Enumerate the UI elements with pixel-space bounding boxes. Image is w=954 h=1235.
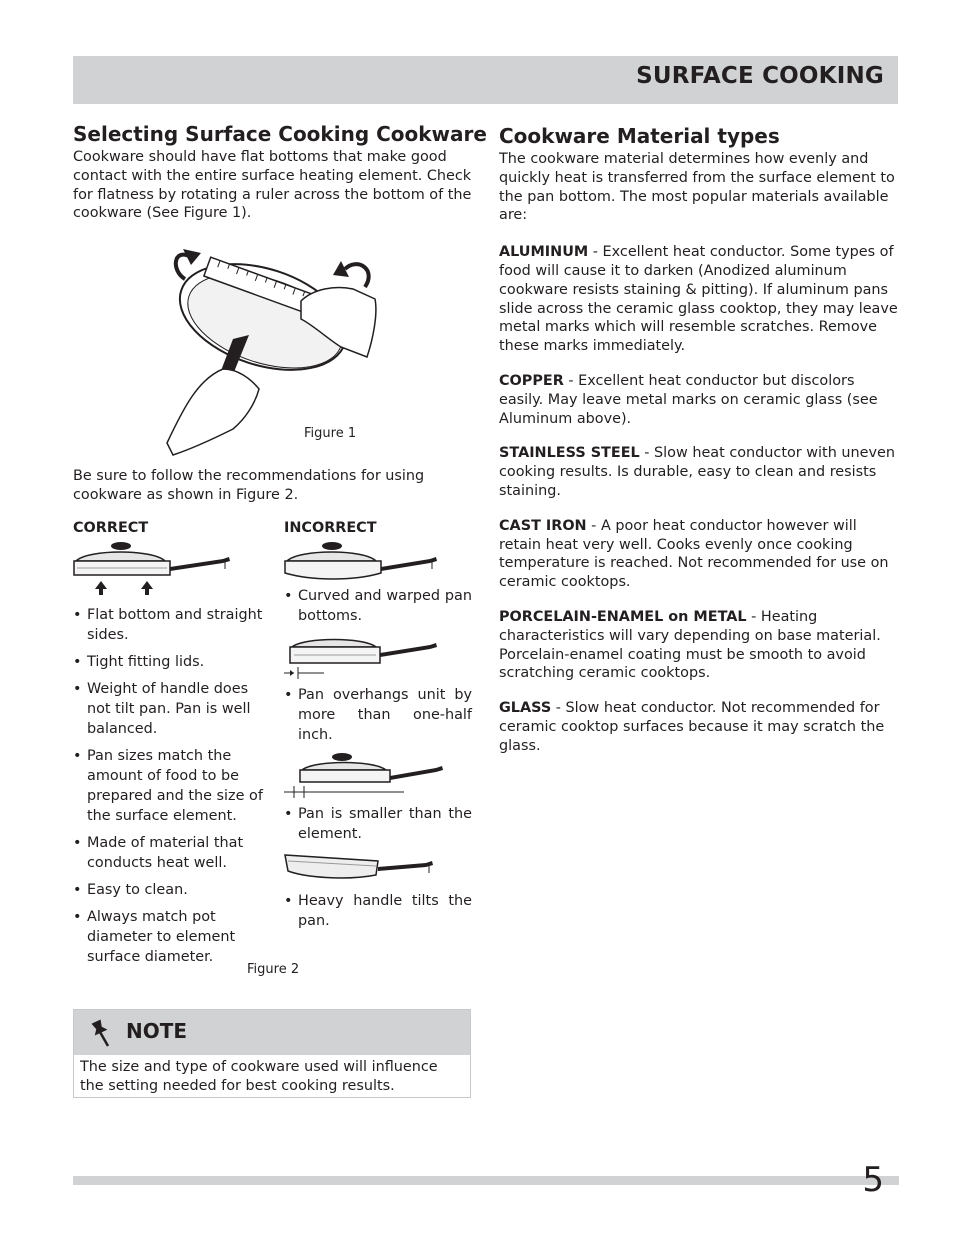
- list-item: • Made of material that conducts heat well.: [73, 833, 263, 873]
- correct-pan-illustration: [73, 537, 243, 599]
- material-desc: - Slow heat conductor with uneven cooking results. Is durable, easy to clean and resists staining.: [499, 445, 895, 499]
- incorrect-list-1: [284, 586, 472, 626]
- list-item: • Pan is smaller than the element.: [284, 804, 472, 844]
- material-desc: - Heating characteristics will vary depending on base material. Porcelain-enamel coating must be smooth to avoid scratching ceramic cooktops.: [499, 608, 881, 682]
- material-cast-iron: [499, 517, 899, 592]
- material-name: COPPER: [499, 372, 564, 389]
- list-item: • Tight fitting lids.: [73, 652, 263, 672]
- incorrect-list-4: [284, 891, 472, 931]
- section-heading-material-types: Cookware Material types: [499, 124, 780, 148]
- follow-recommendations-text: Be sure to follow the recommendations for using cookware as shown in Figure 2.: [73, 468, 425, 503]
- material-porcelain-enamel: [499, 608, 899, 683]
- material-copper: [499, 372, 899, 428]
- section-heading-selecting-cookware: Selecting Surface Cooking Cookware: [73, 122, 487, 146]
- material-desc: - Excellent heat conductor. Some types of food will cause it to darken (Anodized aluminum cookware resists staining & pitting). If aluminum pans slide across the ceramic glass cooktop, they may leave metal marks which will resemble scratches. Remove these marks immediately.: [499, 244, 898, 355]
- header-bar: [73, 56, 898, 104]
- figure-1-caption: Figure 1: [304, 426, 357, 442]
- left-column: [73, 120, 487, 999]
- figure-1: [73, 229, 473, 469]
- right-column: [499, 122, 899, 756]
- tilted-pan-illustration: [284, 851, 454, 885]
- page-title: SURFACE COOKING: [636, 63, 884, 89]
- material-name: CAST IRON: [499, 517, 587, 534]
- note-text: The size and type of cookware used will influence the setting needed for best cooking results.: [80, 1059, 438, 1094]
- note-title: NOTE: [126, 1019, 188, 1043]
- list-item: • Flat bottom and straight sides.: [73, 605, 263, 645]
- overhang-pan-illustration: [284, 633, 454, 683]
- list-item: • Always match pot diameter to element surface diameter.: [73, 907, 263, 967]
- material-aluminum: [499, 243, 899, 356]
- list-item: • Pan sizes match the amount of food to be prepared and the size of the surface element.: [73, 746, 263, 826]
- correct-heading: CORRECT: [73, 519, 149, 536]
- correct-column: [73, 519, 263, 974]
- page-number: 5: [862, 1160, 884, 1200]
- small-pan-illustration: [284, 752, 454, 802]
- list-item: • Easy to clean.: [73, 880, 263, 900]
- material-glass: [499, 699, 899, 755]
- ruler-flatness-illustration: [73, 229, 473, 469]
- note-header: [74, 1010, 470, 1055]
- material-name: STAINLESS STEEL: [499, 445, 640, 462]
- material-desc: - Excellent heat conductor but discolors easily. May leave metal marks on ceramic glass (see Aluminum above).: [499, 372, 878, 427]
- correct-list: [73, 605, 263, 967]
- figure-2-caption: Figure 2: [247, 961, 300, 977]
- material-stainless-steel: [499, 444, 899, 500]
- note-box: [73, 1009, 471, 1098]
- warped-pan-illustration: [284, 537, 454, 583]
- list-item: • Curved and warped pan bottoms.: [284, 586, 472, 626]
- selecting-intro: Cookware should have flat bottoms that make good contact with the entire surface heating element. Check for flatness by rotating a ruler across the bottom of the cookware (See Figure 1).: [73, 149, 472, 222]
- incorrect-list-3: [284, 804, 472, 844]
- material-name: GLASS: [499, 700, 552, 717]
- list-item: • Heavy handle tilts the pan.: [284, 891, 472, 931]
- material-name: PORCELAIN-ENAMEL on METAL: [499, 608, 747, 625]
- material-name: ALUMINUM: [499, 244, 589, 261]
- figure-2: [73, 519, 473, 999]
- material-intro: The cookware material determines how evenly and quickly heat is transferred from the surface element to the pan bottom. The most popular materials available are:: [499, 151, 895, 224]
- material-desc: - Slow heat conductor. Not recommended for ceramic cooktop surfaces because it may scratch the glass.: [499, 700, 885, 754]
- footer-bar: [73, 1176, 899, 1185]
- incorrect-column: [284, 519, 472, 938]
- pushpin-icon: [88, 1018, 114, 1052]
- list-item: • Weight of handle does not tilt pan. Pan is well balanced.: [73, 679, 263, 739]
- incorrect-heading: INCORRECT: [284, 519, 377, 536]
- list-item: • Pan overhangs unit by more than one-half inch.: [284, 685, 472, 745]
- material-desc: - A poor heat conductor however will retain heat very well. Cooks evenly once cooking temperature is reached. Not recommended for use on ceramic cooktops.: [499, 517, 889, 591]
- incorrect-list-2: [284, 685, 472, 745]
